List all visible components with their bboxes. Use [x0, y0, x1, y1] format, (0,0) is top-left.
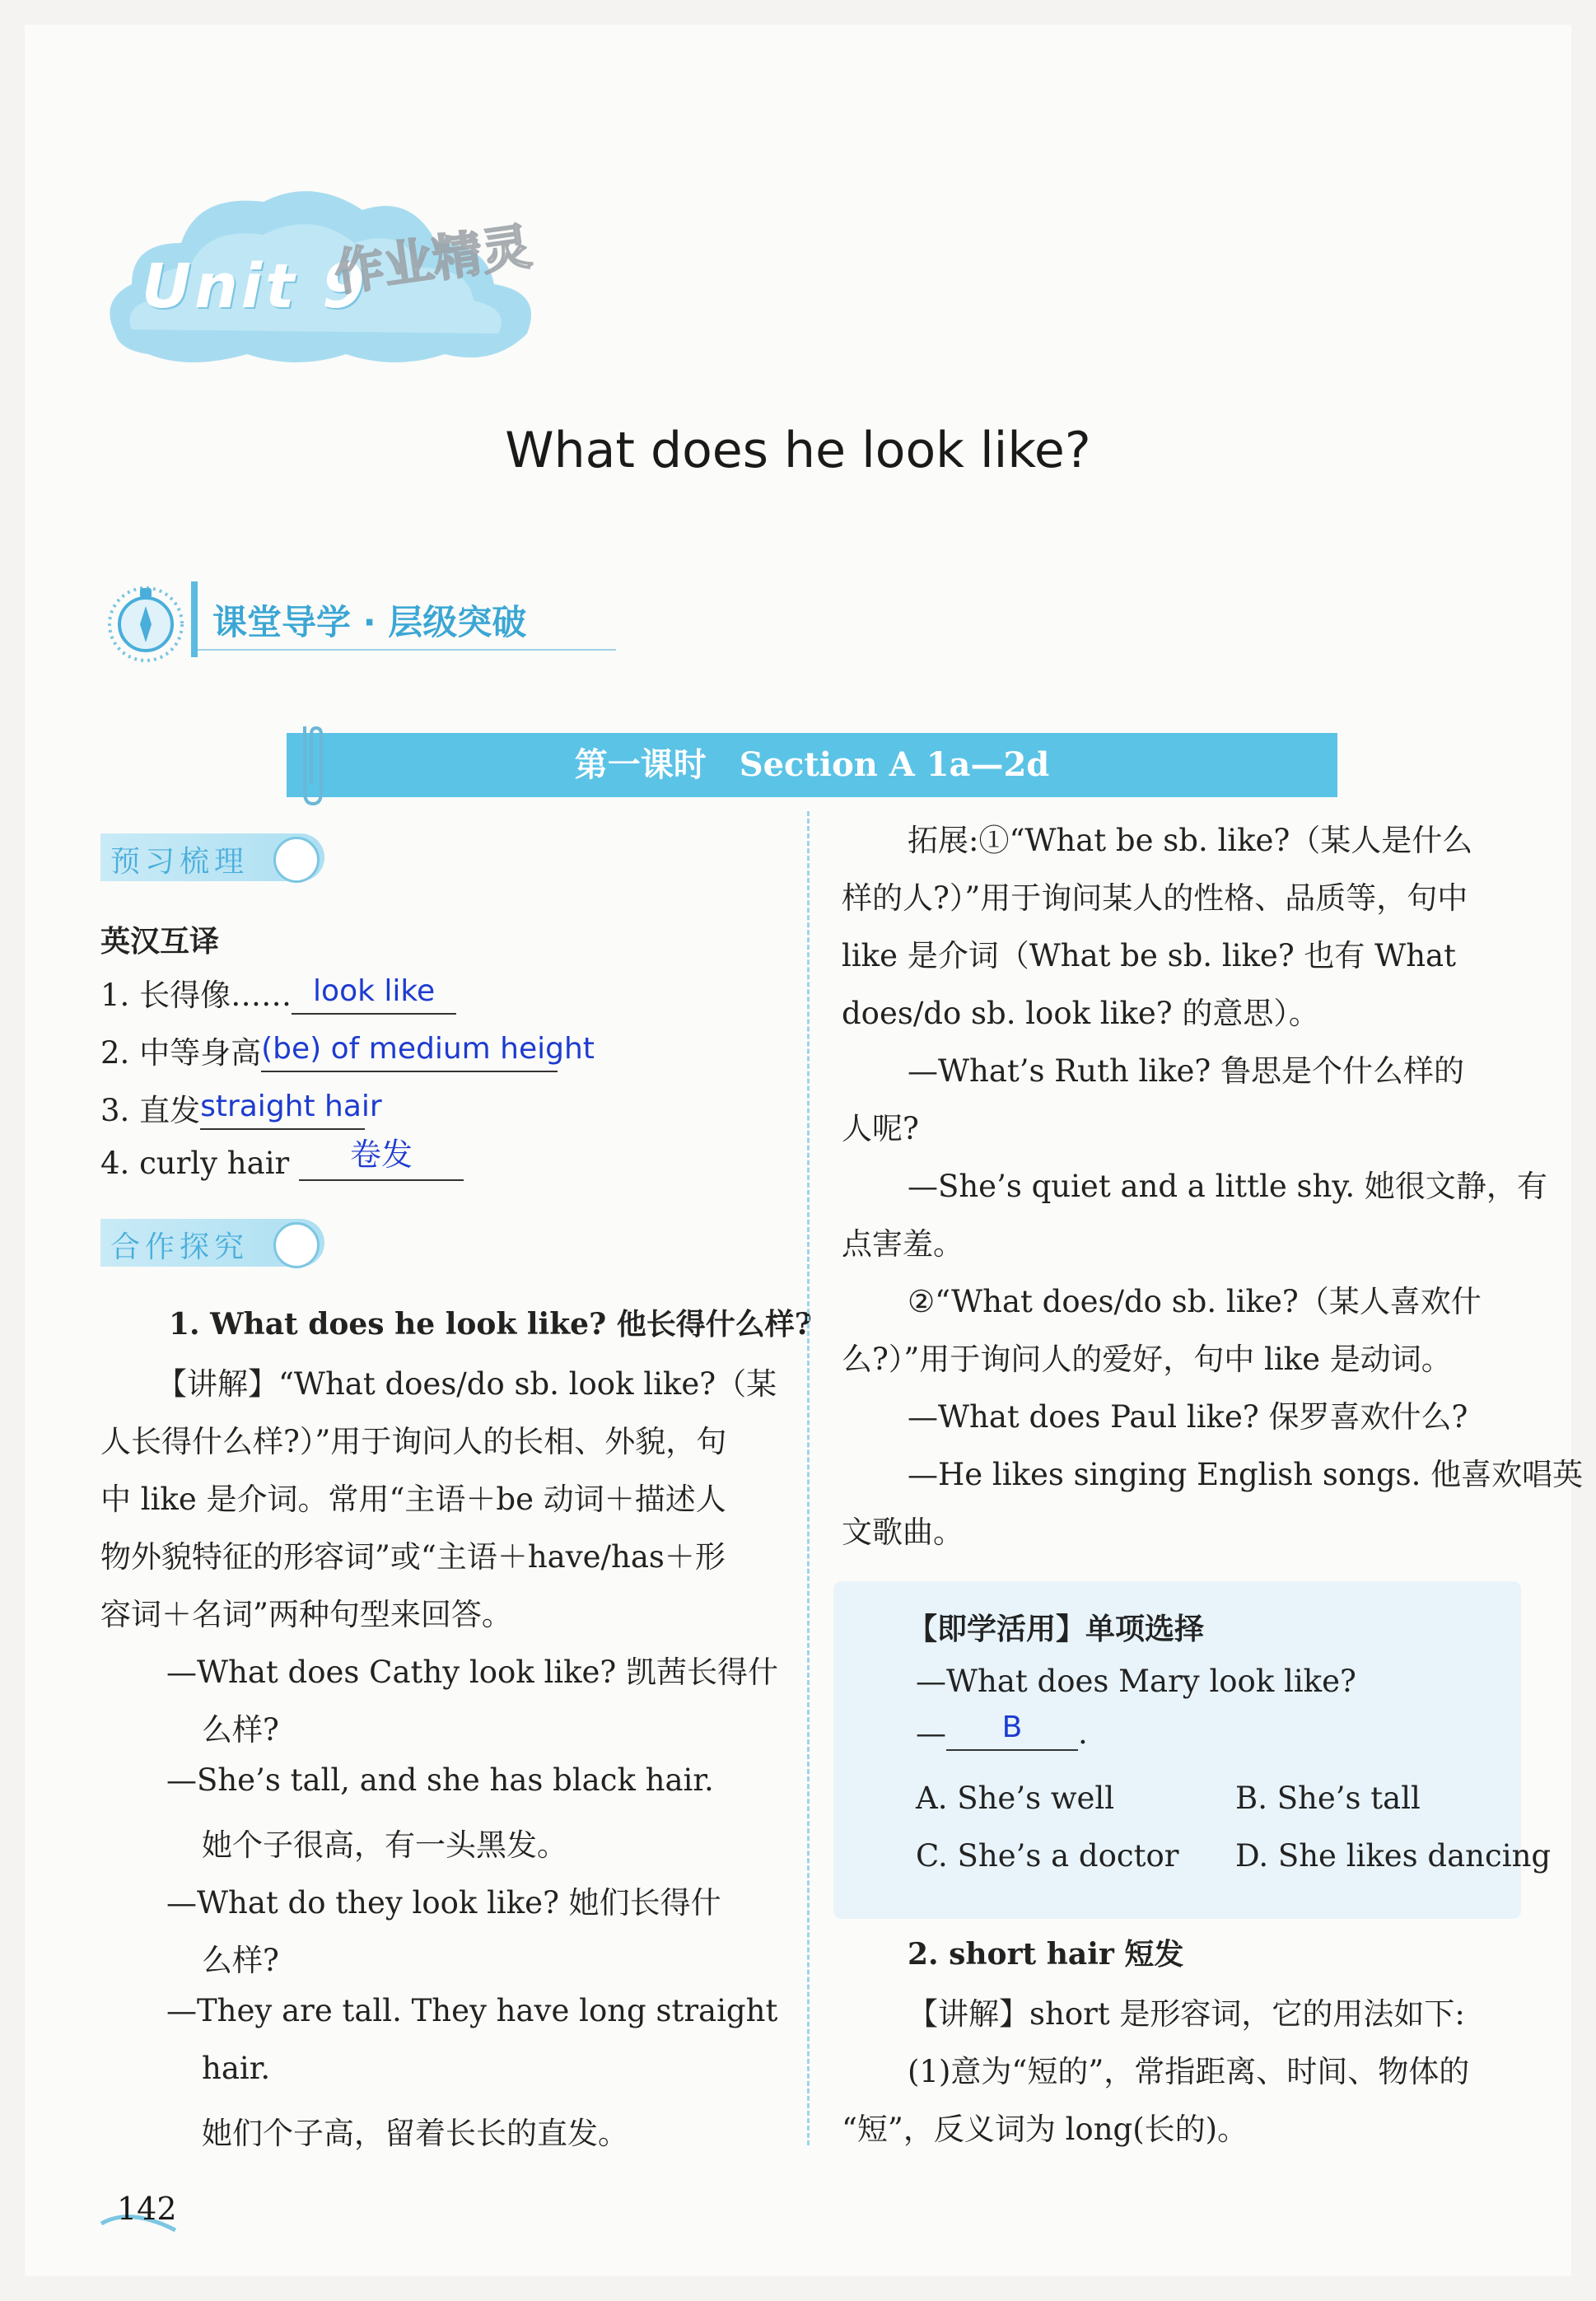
preview-item-2 [100, 1028, 595, 1072]
point1-line: 中 like 是介词。常用“主语＋be 动词＋描述人 [100, 1482, 726, 1517]
handwritten-answer: 卷发 [349, 1136, 413, 1173]
preview-item-prompt: 2. 中等身高 [100, 1035, 262, 1071]
pill-preview [100, 833, 324, 881]
extension-line: 样的人?）”用于询问某人的性格、品质等，句中 [842, 880, 1468, 916]
answer-blank [261, 1032, 595, 1072]
page-title: What does he look like? [505, 422, 1091, 479]
example-line: 么样? [202, 1712, 279, 1748]
lesson-banner: 第一课时 Section A 1a—2d [287, 733, 1337, 797]
extension-line: 点害羞。 [842, 1226, 964, 1262]
extension-line: does/do sb. look like? 的意思）。 [842, 996, 1319, 1031]
example-line: 她们个子高，留着长长的直发。 [202, 2116, 628, 2151]
point1-title: 1. What does he look like? 他长得什么样? [169, 1307, 812, 1342]
example-line: 么样? [202, 1943, 279, 1978]
handwritten-answer: (be) of medium height [261, 1032, 595, 1066]
practice-question: —What does Mary look like? [916, 1664, 1356, 1699]
unit-label: Unit 9 [142, 251, 368, 322]
option-d: D. She likes dancing [1235, 1838, 1552, 1874]
handwritten-answer: look like [313, 974, 436, 1008]
preview-item-4 [100, 1136, 464, 1181]
point1-line: 【讲解】“What does/do sb. look like?（某 [156, 1366, 777, 1402]
answer-blank [946, 1713, 1078, 1751]
page-number: 142 [117, 2191, 177, 2227]
option-a: A. She’s well [916, 1781, 1115, 1816]
leaf-icon [273, 1222, 320, 1268]
answer-blank [200, 1090, 382, 1130]
example-line: —What does Cathy look like? 凯茜长得什 [166, 1655, 779, 1690]
paperclip-icon [295, 718, 328, 809]
answer-blank [299, 1136, 464, 1181]
example-line: hair. [202, 2051, 271, 2086]
extension-line: —What’s Ruth like? 鲁思是个什么样的 [908, 1053, 1465, 1089]
practice-title: 【即学活用】单项选择 [908, 1613, 1205, 1646]
handwritten-answer: straight hair [200, 1090, 382, 1123]
extension-line: 么?）”用于询问人的爱好，句中 like 是动词。 [842, 1342, 1452, 1377]
preview-subtitle: 英汉互译 [100, 925, 220, 959]
preview-item-prompt: 1. 长得像…… [100, 978, 292, 1013]
option-b: B. She’s tall [1235, 1781, 1421, 1816]
point2-line: “短”，反义词为 long(长的)。 [842, 2112, 1248, 2147]
section-heading-bar [191, 581, 198, 657]
point1-line: 容词＋名词”两种句型来回答。 [100, 1597, 512, 1632]
pill-explore [100, 1219, 324, 1267]
point2-line: 【讲解】short 是形容词，它的用法如下: [908, 1996, 1465, 2032]
extension-line: —What does Paul like? 保罗喜欢什么? [908, 1399, 1468, 1435]
preview-item-prompt: 3. 直发 [100, 1093, 201, 1128]
example-line: —She’s tall, and she has black hair. [166, 1762, 714, 1798]
extension-line: like 是介词（What be sb. like? 也有 What [842, 938, 1456, 973]
practice-answer-line: — B . [916, 1711, 1088, 1751]
example-line: 她个子很高，有一头黑发。 [202, 1827, 567, 1863]
extension-line: 人呢? [842, 1111, 919, 1146]
option-c: C. She’s a doctor [916, 1838, 1179, 1874]
answer-blank [292, 974, 456, 1015]
extension-line: 文歌曲。 [842, 1515, 964, 1550]
column-divider [807, 811, 810, 2145]
example-line: —What do they look like? 她们长得什 [166, 1885, 721, 1921]
preview-item-prompt: 4. curly hair [100, 1146, 290, 1181]
extension-line: —She’s quiet and a little shy. 她很文静，有 [908, 1169, 1547, 1204]
preview-item-3 [100, 1085, 382, 1130]
pill-explore-label: 合作探究 [110, 1230, 250, 1264]
pill-preview-label: 预习梳理 [110, 845, 250, 879]
answer-dash: — [916, 1715, 946, 1751]
section-heading-underline [198, 649, 616, 651]
compass-icon [100, 576, 191, 667]
extension-line: 拓展:①“What be sb. like?（某人是什么 [908, 823, 1473, 858]
section-heading: 课堂导学 · 层级突破 [212, 602, 527, 642]
example-line: —They are tall. They have long straight [166, 1993, 778, 2028]
point2-line: (1)意为“短的”，常指距离、时间、物体的 [908, 2054, 1470, 2089]
extension-line: —He likes singing English songs. 他喜欢唱英 [908, 1457, 1584, 1492]
point1-line: 人长得什么样?）”用于询问人的长相、外貌，句 [100, 1424, 727, 1459]
point1-line: 物外貌特征的形容词”或“主语＋have/has＋形 [100, 1539, 726, 1575]
handwritten-answer: B [1001, 1711, 1023, 1744]
extension-line: ②“What does/do sb. like?（某人喜欢什 [908, 1284, 1482, 1319]
brand-watermark: 作业精灵 [330, 217, 535, 303]
leaf-icon [273, 837, 320, 883]
point2-title: 2. short hair 短发 [908, 1937, 1184, 1972]
preview-item-1 [100, 970, 456, 1015]
